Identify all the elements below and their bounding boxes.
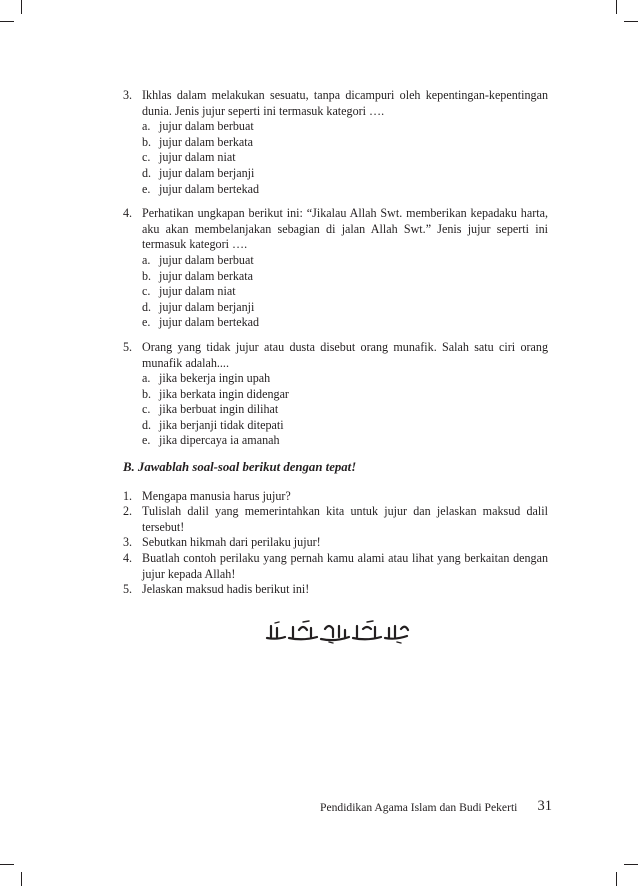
option-text: jika bekerja ingin upah	[159, 371, 271, 386]
question-number: 3.	[123, 88, 133, 102]
option-letter: b.	[142, 386, 152, 401]
mcq-question	[123, 340, 548, 449]
book-title: Pendidikan Agama Islam dan Budi Pekerti	[320, 801, 518, 814]
option-text: jika berbuat ingin dilihat	[159, 402, 279, 417]
question-text: Jelaskan maksud hadis berikut ini!	[142, 582, 310, 597]
crop-mark	[616, 0, 617, 14]
question-number: 5.	[123, 582, 133, 597]
option-text: jujur dalam niat	[159, 284, 236, 299]
question-text: Mengapa manusia harus jujur?	[142, 488, 291, 503]
section-heading: B. Jawablah soal-soal berikut dengan tepat!	[123, 460, 357, 475]
option-text: jika dipercaya ia amanah	[159, 433, 280, 448]
crop-mark	[21, 0, 22, 14]
question-number: 5.	[123, 339, 133, 354]
option-item	[142, 433, 548, 449]
essay-question	[123, 489, 548, 505]
option-letter: e.	[142, 433, 151, 448]
option-letter: c.	[142, 402, 151, 417]
question-number: 3.	[123, 535, 133, 550]
option-item	[142, 269, 548, 285]
option-text: jika berkata ingin didengar	[159, 386, 289, 401]
question-number: 1.	[123, 488, 133, 503]
crop-mark	[0, 21, 14, 22]
option-item	[142, 284, 548, 300]
option-letter: a.	[142, 252, 151, 267]
question-number: 4.	[123, 206, 133, 221]
option-item	[142, 300, 548, 316]
option-text: jika berjanji tidak ditepati	[159, 417, 284, 432]
option-item	[142, 182, 548, 198]
question-text: Orang yang tidak jujur atau dusta disebut orang munafik. Salah satu ciri orang munafik adalah....	[142, 339, 548, 370]
crop-mark	[624, 864, 638, 865]
option-text: jujur dalam berjanji	[159, 165, 255, 180]
option-item	[142, 418, 548, 434]
option-letter: e.	[142, 315, 151, 330]
option-item	[142, 402, 548, 418]
question-text: Sebutkan hikmah dari perilaku jujur!	[142, 535, 321, 550]
crop-mark	[21, 872, 22, 886]
option-letter: c.	[142, 150, 151, 165]
option-item	[142, 371, 548, 387]
option-text: jujur dalam berbuat	[159, 252, 254, 267]
option-letter: d.	[142, 417, 152, 432]
option-letter: d.	[142, 299, 152, 314]
option-text: jujur dalam berjanji	[159, 299, 255, 314]
option-item	[142, 150, 548, 166]
option-letter: e.	[142, 181, 151, 196]
essay-question-list	[123, 489, 548, 598]
question-text: Ikhlas dalam melakukan sesuatu, tanpa dicampuri oleh kepentingan-kepentingan dunia. Jenis jujur seperti ini termasuk kategori ….	[142, 88, 548, 118]
option-text: jujur dalam berkata	[159, 268, 254, 283]
option-letter: b.	[142, 134, 152, 149]
mcq-question	[123, 206, 548, 331]
option-text: jujur dalam bertekad	[159, 181, 260, 196]
option-text: jujur dalam berbuat	[159, 119, 254, 134]
option-list	[142, 119, 548, 197]
crop-mark	[0, 864, 14, 865]
option-item	[142, 253, 548, 269]
crop-mark	[616, 872, 617, 886]
essay-question	[123, 535, 548, 551]
essay-question	[123, 551, 548, 582]
option-text: jujur dalam bertekad	[159, 315, 260, 330]
option-letter: d.	[142, 165, 152, 180]
mcq-question	[123, 88, 548, 197]
option-text: jujur dalam berkata	[159, 134, 254, 149]
option-item	[142, 387, 548, 403]
page-content	[123, 88, 548, 598]
option-item	[142, 119, 548, 135]
arabic-hadith-calligraphy	[263, 620, 411, 644]
option-text: jujur dalam niat	[159, 150, 236, 165]
essay-question	[123, 582, 548, 598]
question-text: Buatlah contoh perilaku yang pernah kamu alami atau lihat yang berkaitan dengan jujur kepada Allah!	[142, 551, 548, 581]
option-letter: a.	[142, 119, 151, 134]
page-number: 31	[537, 798, 552, 814]
option-letter: b.	[142, 268, 152, 283]
option-list	[142, 253, 548, 331]
question-text: Perhatikan ungkapan berikut ini: “Jikalau Allah Swt. memberikan kepadaku harta, aku akan membelanjakan sebagian di jalan Allah Swt.” Jenis jujur seperti ini termasuk kategori ….	[142, 206, 548, 252]
question-number: 2.	[123, 504, 133, 519]
option-item	[142, 315, 548, 331]
option-list	[142, 371, 548, 449]
question-number: 4.	[123, 551, 133, 566]
option-letter: a.	[142, 371, 151, 386]
option-item	[142, 166, 548, 182]
option-item	[142, 135, 548, 151]
crop-mark	[624, 21, 638, 22]
question-text: Tulislah dalil yang memerintahkan kita untuk jujur dan jelaskan maksud dalil tersebut!	[142, 504, 548, 534]
option-letter: c.	[142, 284, 151, 299]
essay-question	[123, 504, 548, 535]
